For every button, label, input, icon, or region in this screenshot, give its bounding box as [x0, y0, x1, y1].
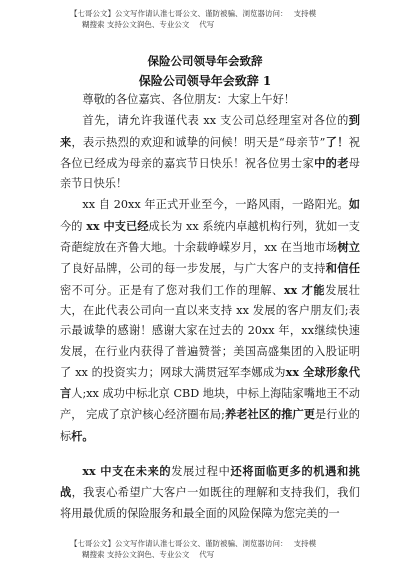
p1-bold-f: 中的老 [314, 155, 349, 170]
p2-bold-d: xx 中支已经 [86, 218, 149, 233]
p2-bold-r: 养老社区的推广更 [224, 407, 316, 422]
p2-text-o: 继续快速发展，在行业内获得了普遍赞誉；美国高盛集团的入股证明了 xx 的投资实力；网球大满贯冠军李娜成为 [60, 324, 360, 379]
p3-bold-c: 还将面临更多的机遇和挑战 [60, 464, 360, 500]
p2-text-c: 今的 [60, 219, 87, 233]
p3-text-d: ，我衷心希望广大客户一如既往的理解和支持我们，我们将用最优质的保险服务和最全面的风险保障为您完美的一 [60, 486, 360, 520]
p2-text-f: 奇葩绽放在齐鲁大地。十余载峥嵘岁月，xx 在当地市场 [60, 241, 338, 255]
p2-text-s: 是行业的标 [60, 408, 360, 443]
p2-text-a: xx 自 20xx 年正式开业至今，一路风雨，一路阳光。 [82, 198, 349, 212]
p1-bold-d: 了！ [325, 134, 349, 149]
p2-text-k: 密不可分。正是有了您对我们工作的理解、 [60, 283, 284, 297]
p2-text-e: 成长为 xx 系统内卓越机构行列，犹如一支 [148, 219, 360, 233]
paragraph-3 [60, 461, 360, 524]
p2-text-q: 人;xx 成功中标北京 CBD 地块，中标上海陆家嘴地王不动产， 完成了京沪核心经济圈布局; [60, 387, 360, 422]
page-header-watermark [70, 8, 370, 30]
p2-text-n: 诚挚的感谢！感谢大家在过去的 20xx 年，xx [82, 324, 315, 338]
document-body [60, 90, 360, 524]
p1-text-e: 祝各位已经成为母亲的嘉宾节日快乐！祝各位男士家 [60, 135, 360, 170]
p1-text-a: 首先，请允许我谨代表 xx 支公司总经理室对各位的 [82, 114, 349, 128]
p2-bold-b: 如 [348, 197, 360, 212]
p1-text-c: ，表示热烈的欢迎和诚挚的问候！明天是“母亲节” [71, 135, 326, 149]
p2-text-m: 发展壮大，在此代表公司向一直以来支持 xx 发展的客户朋友们;表示最 [60, 283, 360, 338]
p2-text-i: 良好品牌，公司的每一步发展，与广大客户的支持 [71, 262, 326, 276]
header-line-2: 糊搜索 支持公文润色、专业公文 代写 [82, 20, 215, 29]
document-subtitle: 保险公司领导年会致辞 1 [138, 74, 272, 88]
p2-bold-j: 和信任 [325, 261, 360, 276]
header-line-1: 【七哥公文】公文写作请认准七哥公文、谨防被骗、浏览器访问： 支持模 [70, 9, 317, 18]
document-title: 保险公司领导年会致辞 [147, 54, 263, 68]
paragraph-1 [60, 110, 360, 194]
p2-bold-g: 树立 [337, 240, 360, 255]
p2-text-h: 了 [60, 262, 72, 276]
p3-bold-a: xx 中支在未来的 [82, 464, 172, 479]
p1-text-g: 母亲节日快乐！ [60, 156, 360, 191]
p2-bold-p: xx 全球形象代言 [60, 364, 360, 401]
paragraph-2 [60, 194, 360, 447]
page-footer-watermark [70, 538, 370, 560]
greeting-paragraph: 尊敬的各位嘉宾、各位朋友：大家上午好！ [82, 93, 295, 106]
p1-bold-b: 到 来 [60, 113, 360, 149]
p2-bold-t: 杆。 [71, 428, 94, 443]
footer-line-2: 糊搜索 支持公文润色、专业公文 代写 [82, 550, 215, 559]
p3-text-b: 发展过程中 [171, 465, 231, 479]
footer-line-1: 【七哥公文】公文写作请认准七哥公文、谨防被骗、浏览器访问： 支持模 [70, 539, 317, 548]
p2-bold-l: xx 才能 [283, 282, 326, 297]
